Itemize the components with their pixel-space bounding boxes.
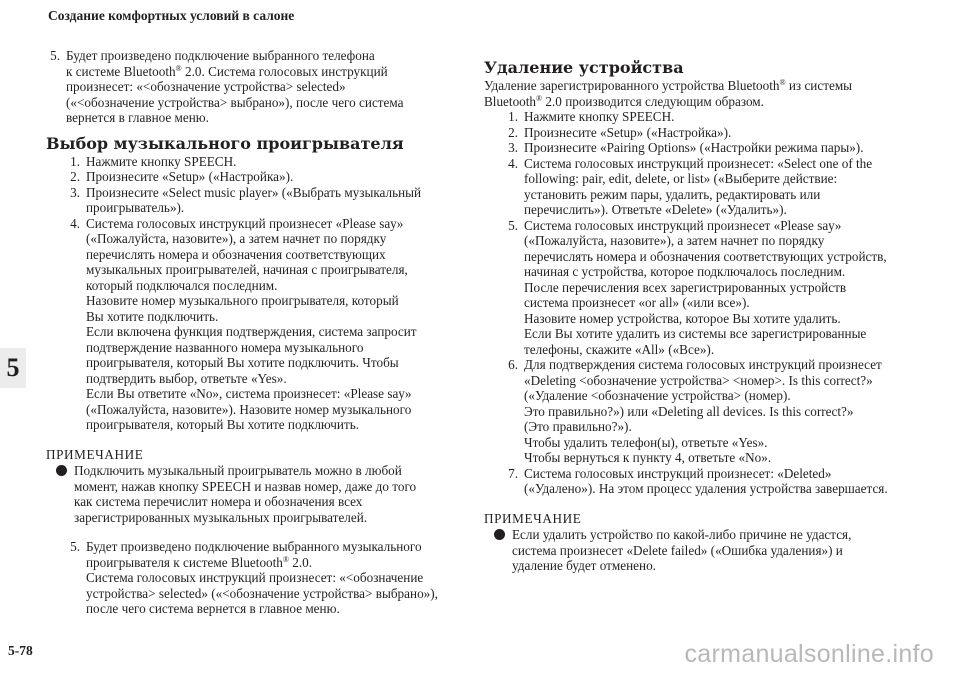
text-line: подтвердить выбор, ответьте «Yes». bbox=[86, 370, 287, 386]
step-number: 6. bbox=[508, 357, 518, 372]
text-line: зарегистрированных музыкальных проигрывателей. bbox=[74, 509, 368, 525]
text-line: Если включена функция подтверждения, система запросит bbox=[86, 324, 417, 339]
step-item bbox=[66, 216, 460, 433]
text-line: Удаление зарегистрированного устройства Bluetooth® из системы bbox=[484, 78, 853, 93]
text-line: перечислять номера и обозначения соответствующих устройств, bbox=[524, 248, 887, 264]
bullet-icon bbox=[56, 465, 67, 476]
note bbox=[46, 463, 460, 525]
text-line: («Пожалуйста, назовите»). Назовите номер музыкального bbox=[86, 401, 412, 417]
step-number: 4. bbox=[70, 215, 80, 231]
text-line: музыкальных проигрывателей, начиная с проигрывателя, bbox=[86, 262, 408, 277]
text-line: Назовите номер устройства, которое Вы хотите удалить. bbox=[524, 310, 841, 326]
text-line: произнесет: «<обозначение устройства> selected» bbox=[66, 79, 346, 94]
step-text bbox=[524, 109, 920, 125]
step-number: 2. bbox=[70, 169, 80, 184]
text-line: вернется в главное меню. bbox=[66, 110, 209, 125]
step-item bbox=[504, 109, 920, 125]
step-item bbox=[66, 539, 460, 617]
text-line: Произнесите «Setup» («Настройка»). bbox=[524, 124, 732, 140]
left-column bbox=[46, 48, 460, 617]
registered-mark: ® bbox=[536, 93, 543, 103]
text-line: Система голосовых инструкций произнесет «Please say» bbox=[524, 217, 842, 233]
note-title: ПРИМЕЧАНИЕ bbox=[46, 446, 144, 462]
step-number: 4. bbox=[508, 155, 518, 171]
text-line: проигрывателя, который Вы хотите подключить. bbox=[86, 417, 360, 432]
text-line: проигрывателя, который Вы хотите подключить. Чтобы bbox=[86, 355, 399, 370]
text-line: Произнесите «Select music player» («Выбрать музыкальный bbox=[86, 184, 422, 200]
step-item bbox=[66, 154, 460, 170]
step-text bbox=[524, 140, 920, 156]
text-line: система произнесет «Delete failed» («Ошибка удаления») и bbox=[512, 542, 843, 558]
text-line: (Это правильно?»). bbox=[524, 419, 632, 434]
chapter-tab: 5 bbox=[0, 348, 26, 388]
text-line: устройства> selected» («<обозначение устройства> выбрано»), bbox=[86, 585, 438, 601]
text-line: Произнесите «Setup» («Настройка»). bbox=[86, 169, 294, 184]
steps-list bbox=[484, 109, 920, 497]
text-line: который подключался последним. bbox=[86, 277, 278, 293]
text-line: following: pair, edit, delete, or list» («Выберите действие: bbox=[524, 171, 838, 186]
note bbox=[484, 527, 920, 574]
step-number: 7. bbox=[508, 465, 518, 481]
step-number: 1. bbox=[70, 153, 80, 169]
text-line: («Пожалуйста, назовите»), а затем начнет по порядку bbox=[524, 233, 825, 248]
step-text bbox=[524, 218, 920, 358]
running-header: Создание комфортных условий в салоне bbox=[48, 8, 295, 23]
text-line: После перечисления всех зарегистрированных устройств bbox=[524, 279, 847, 295]
step-text bbox=[524, 125, 920, 141]
note-text bbox=[512, 527, 920, 574]
step-text bbox=[86, 539, 460, 617]
text-line: Будет произведено подключение выбранного музыкального bbox=[86, 539, 422, 554]
text-line: («<обозначение устройства> выбрано»), после чего система bbox=[66, 94, 404, 110]
step-item bbox=[504, 156, 920, 218]
step-text bbox=[524, 466, 920, 497]
text-line: Нажмите кнопку SPEECH. bbox=[524, 109, 675, 124]
step-text bbox=[524, 156, 920, 218]
text-line: начиная с устройства, которое подключалось последним. bbox=[524, 264, 846, 279]
text-line: Для подтверждения система голосовых инструкций произнесет bbox=[524, 357, 882, 372]
text-line: Чтобы вернуться к пункту 4, ответьте «No». bbox=[524, 450, 772, 465]
text-line: Нажмите кнопку SPEECH. bbox=[86, 153, 237, 169]
step-text bbox=[86, 216, 460, 433]
text-line: Подключить музыкальный проигрыватель можно в любой bbox=[74, 463, 402, 478]
text-line: («Пожалуйста, назовите»), а затем начнет по порядку bbox=[86, 231, 387, 246]
bullet-icon bbox=[494, 529, 505, 540]
registered-mark: ® bbox=[282, 554, 289, 564]
text-line: удаление будет отменено. bbox=[512, 558, 656, 573]
text-line: момент, нажав кнопку SPEECH и назвав номер, даже до того bbox=[74, 478, 417, 494]
text-line: подтверждение названного номера музыкального bbox=[86, 339, 364, 355]
text-line: Система голосовых инструкций произнесет: «<обозначение bbox=[86, 570, 424, 585]
text-line: Чтобы удалить телефон(ы), ответьте «Yes». bbox=[524, 434, 768, 450]
page-number: 5-78 bbox=[8, 643, 33, 658]
step-item bbox=[504, 125, 920, 141]
section-title: Выбор музыкального проигрывателя bbox=[46, 133, 404, 153]
step-item bbox=[66, 169, 460, 185]
step-item bbox=[504, 466, 920, 497]
step-number: 5. bbox=[70, 539, 80, 554]
step-text bbox=[524, 357, 920, 466]
text-line: перечислить»). Ответьте «Delete» («Удалить»). bbox=[524, 202, 787, 217]
text-line: установить режим пары, удалить, редактировать или bbox=[524, 186, 821, 202]
text-line: система произнесет «or all» («или все»). bbox=[524, 295, 750, 310]
text-line: («Удалено»). На этом процесс удаления устройства завершается. bbox=[524, 481, 888, 496]
text-line: («Удаление <обозначение устройства> (номер). bbox=[524, 388, 791, 403]
registered-mark: ® bbox=[175, 63, 182, 73]
text-line: Будет произведено подключение выбранного телефона bbox=[66, 48, 375, 63]
step-item bbox=[46, 48, 460, 126]
step-number: 3. bbox=[70, 184, 80, 200]
step-number: 3. bbox=[508, 140, 518, 155]
text-line: как система перечислит номера и обозначения всех bbox=[74, 494, 363, 509]
text-line: телефоны, скажите «All» («Все»). bbox=[524, 341, 715, 357]
steps-list bbox=[46, 154, 460, 433]
step-item bbox=[504, 357, 920, 466]
text-line: Система голосовых инструкций произнесет «Please say» bbox=[86, 215, 404, 231]
note-text bbox=[74, 463, 460, 525]
text-line: Если Вы ответите «No», система произнесет: «Please say» bbox=[86, 386, 412, 401]
intro-text bbox=[484, 78, 920, 109]
text-line: перечислять номера и обозначения соответствующих bbox=[86, 246, 386, 262]
step-text bbox=[86, 154, 460, 170]
text-line: Назовите номер музыкального проигрывателя, который bbox=[86, 293, 399, 308]
step-text bbox=[66, 48, 460, 126]
text-line: Вы хотите подключить. bbox=[86, 308, 219, 324]
step-item bbox=[504, 218, 920, 358]
text-line: Если удалить устройство по какой-либо причине не удастся, bbox=[512, 527, 852, 542]
text-line: к системе Bluetooth® 2.0. Система голосовых инструкций bbox=[66, 63, 388, 79]
text-line: после чего система вернется в главное меню. bbox=[86, 601, 340, 616]
step-number: 1. bbox=[508, 109, 518, 124]
text-line: Это правильно?») или «Deleting all devices. Is this correct?» bbox=[524, 403, 854, 419]
registered-mark: ® bbox=[779, 78, 786, 87]
step-text bbox=[86, 169, 460, 185]
text-line: Система голосовых инструкций произнесет: «Deleted» bbox=[524, 465, 832, 481]
step-number: 5. bbox=[50, 48, 60, 63]
text-line: Произнесите «Pairing Options» («Настройки режима пары»). bbox=[524, 140, 864, 155]
text-line: проигрывателя к системе Bluetooth® 2.0. bbox=[86, 554, 313, 570]
text-line: Если Вы хотите удалить из системы все зарегистрированные bbox=[524, 326, 867, 341]
step-text bbox=[86, 185, 460, 216]
watermark: carmanualsonline.info bbox=[684, 640, 934, 668]
step-item bbox=[66, 185, 460, 216]
note-title: ПРИМЕЧАНИЕ bbox=[484, 510, 582, 526]
text-line: «Deleting <обозначение устройства> <номер>. Is this correct?» bbox=[524, 372, 873, 388]
text-line: Система голосовых инструкций произнесет: «Select one of the bbox=[524, 155, 873, 171]
step-number: 5. bbox=[508, 217, 518, 233]
text-line: Bluetooth® 2.0 производится следующим образом. bbox=[484, 93, 764, 109]
right-column bbox=[484, 58, 920, 574]
step-number: 2. bbox=[508, 124, 518, 140]
text-line: проигрыватель»). bbox=[86, 200, 185, 215]
section-title: Удаление устройства bbox=[484, 58, 684, 77]
step-item bbox=[504, 140, 920, 156]
